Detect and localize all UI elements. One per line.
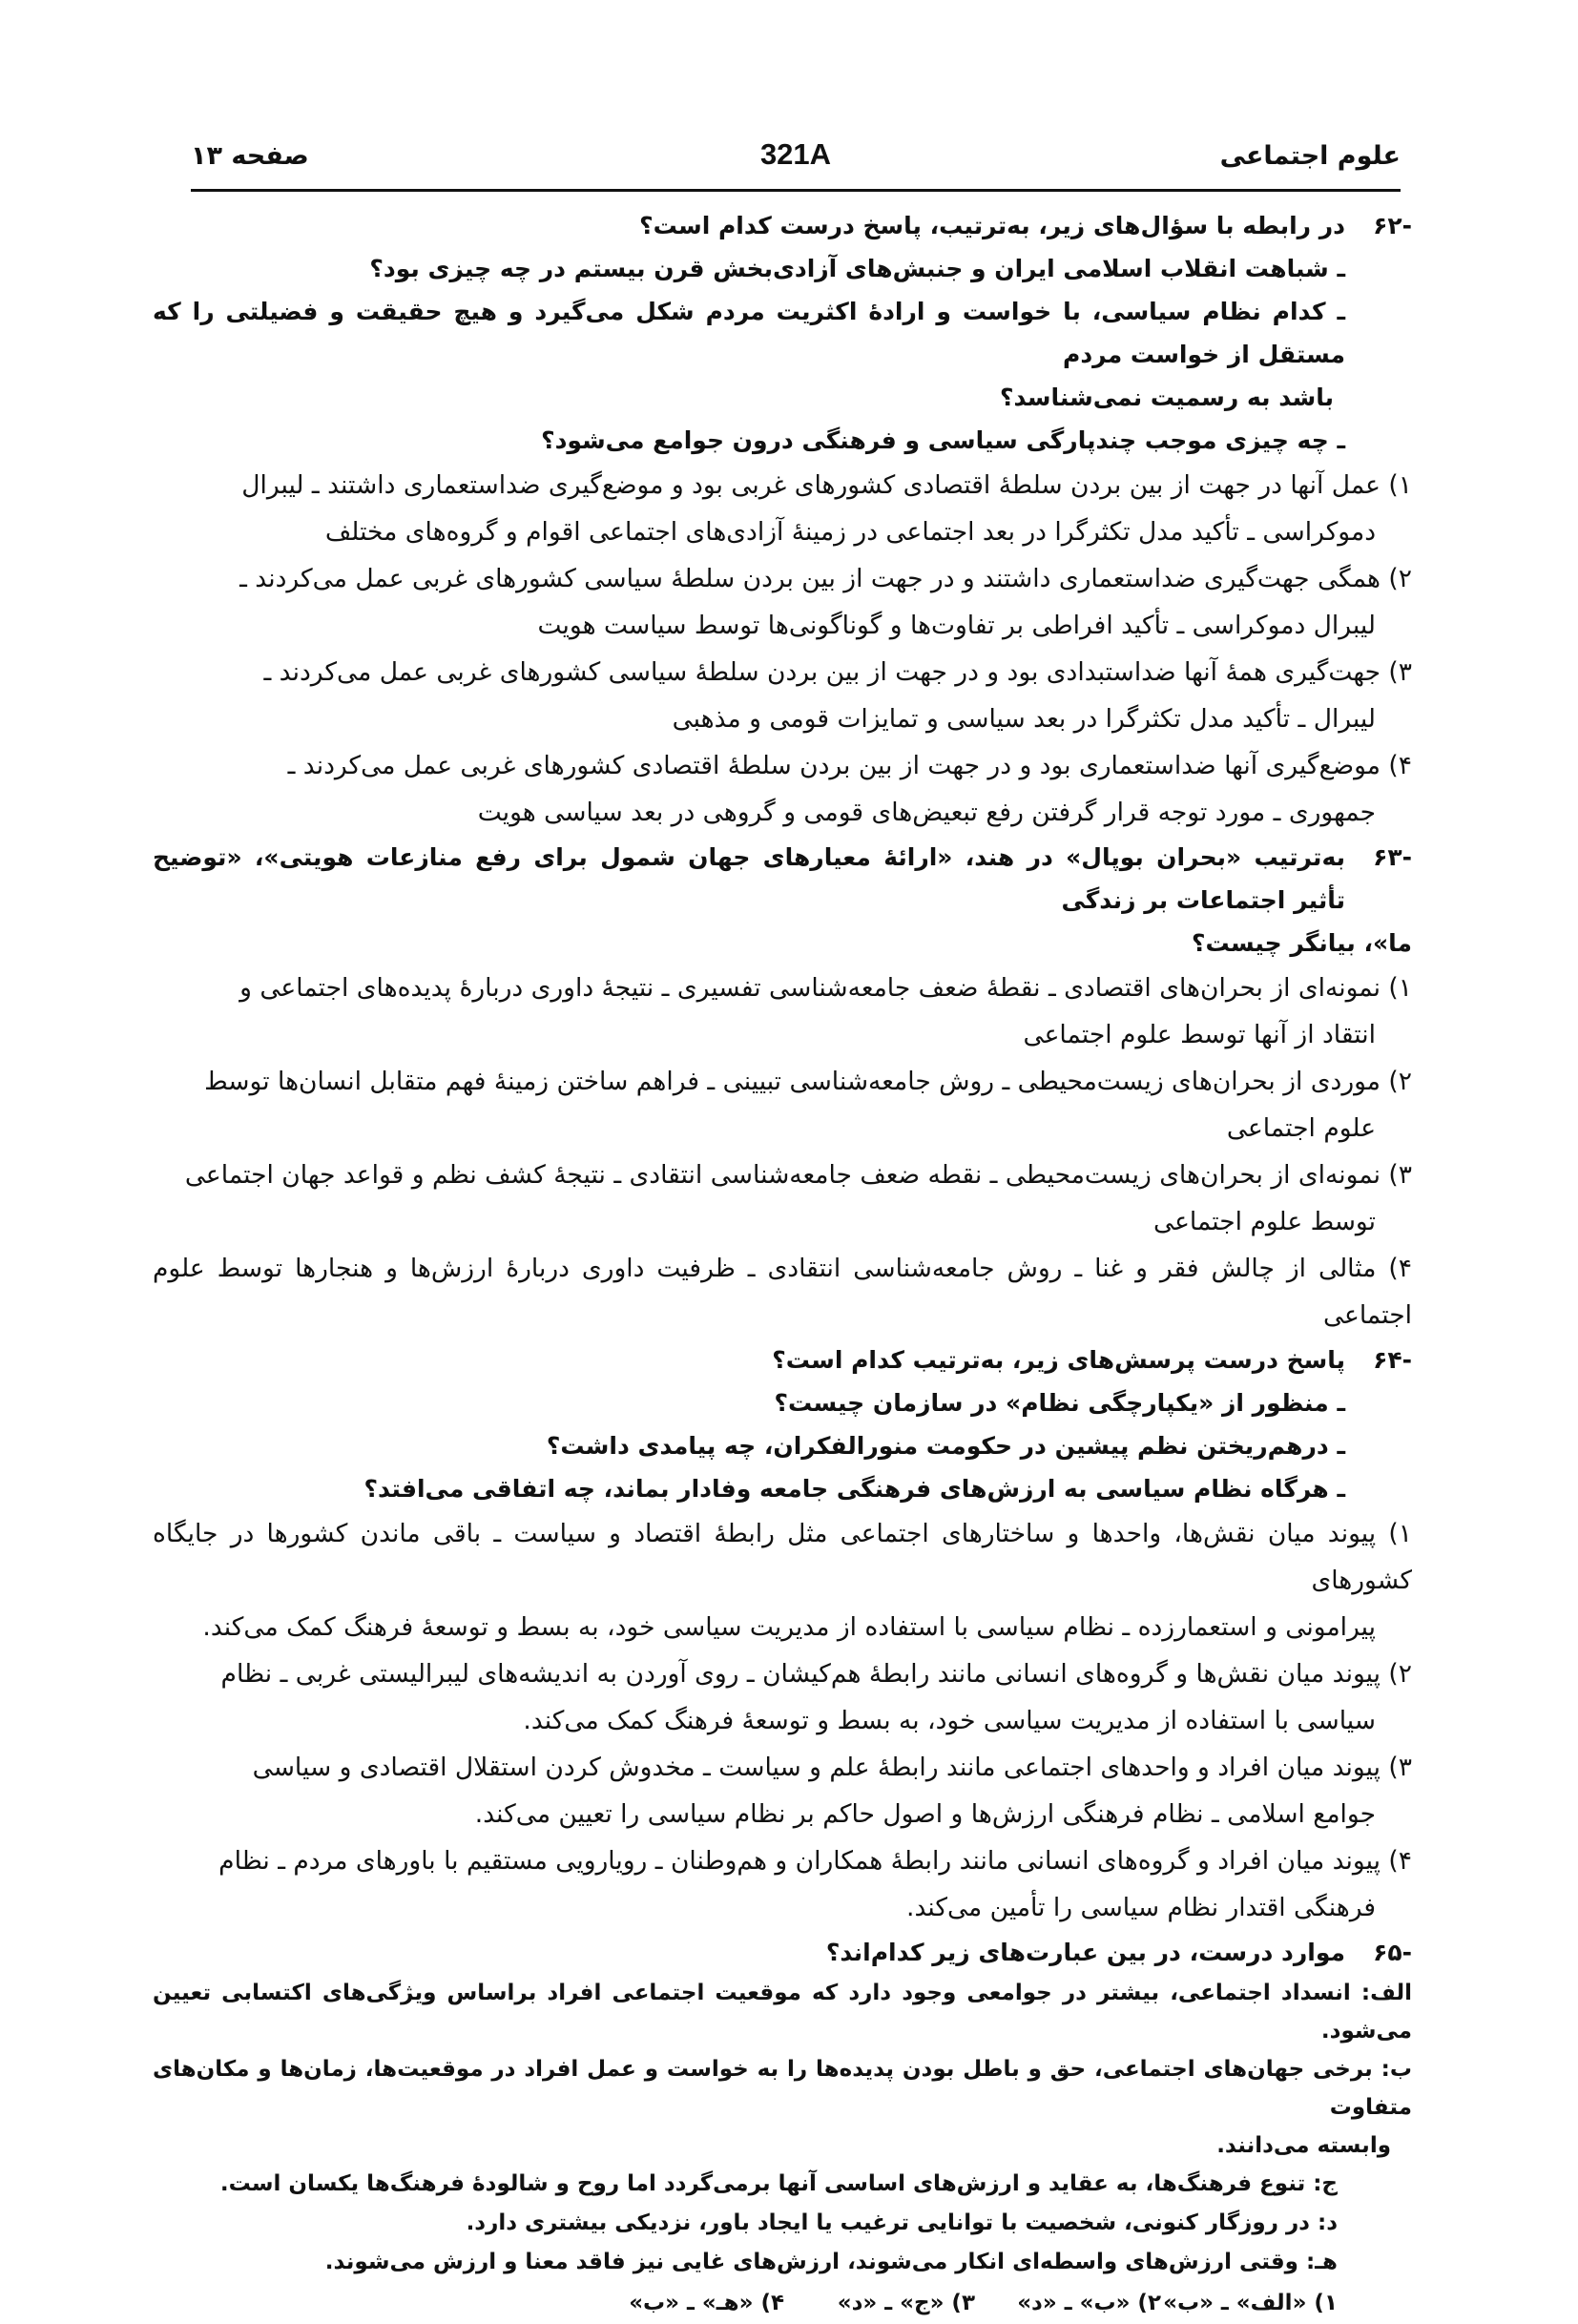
question-64 (153, 1338, 1412, 1510)
option-2-continued: سیاسی با استفاده از مدیریت سیاسی خود، به بسط و توسعهٔ فرهنگ کمک می‌کند. (523, 1706, 1376, 1735)
statement-alef: الف: انسداد اجتماعی، بیشتر در جوامعی وجود دارد که موقعیت اجتماعی افراد براساس ویژگی‌های اکتسابی تعیین می‌شود. (153, 1981, 1412, 2044)
question-number: -۶۴ (1373, 1346, 1412, 1374)
statements-65 (153, 1974, 1412, 2282)
sub-question: ـ منظور از «یکپارچگی نظام» در سازمان چیست؟ (774, 1389, 1345, 1417)
option-1-continued: انتقاد از آنها توسط علوم اجتماعی (1023, 1020, 1376, 1049)
statement-be-continued: وابسته می‌دانند. (1216, 2133, 1391, 2158)
statement-dal: د: در روزگار کنونی، شخصیت با توانایی ترغیب یا ایجاد باور، نزدیکی بیشتری دارد. (466, 2210, 1338, 2235)
subject-title: علوم اجتماعی (1219, 141, 1401, 171)
option-2[interactable]: ۲) موردی از بحران‌های زیست‌محیطی ـ روش جامعه‌شناسی تبیینی ـ فراهم ساختن زمینهٔ فهم متقابل انسان‌ها توسط (204, 1067, 1412, 1096)
sub-question: ـ شباهت انقلاب اسلامی ایران و جنبش‌های آزادی‌بخش قرن بیستم در چه چیزی بود؟ (369, 255, 1345, 282)
options-65 (153, 2282, 1412, 2324)
sub-question-continued: باشد به رسمیت نمی‌شناسد؟ (999, 384, 1334, 411)
option-3-continued: جوامع اسلامی ـ نظام فرهنگی ارزش‌ها و اصول حاکم بر نظام سیاسی را تعیین می‌کند. (474, 1799, 1376, 1829)
option-2[interactable]: ۲) «ب» ـ «د» (1017, 2291, 1161, 2315)
question-stem-continued: ما»، بیانگر چیست؟ (1191, 929, 1412, 957)
exam-code: 321A (759, 137, 832, 171)
option-4-continued: جمهوری ـ مورد توجه قرار گرفتن رفع تبعیض‌های قومی و گروهی در بعد سیاسی هویت (477, 798, 1376, 827)
question-62 (153, 204, 1412, 462)
option-1-continued: دموکراسی ـ تأکید مدل تکثرگرا در بعد اجتماعی در زمینهٔ آزادی‌های اجتماعی اقوام و گروه‌های مختلف (324, 517, 1376, 547)
statement-he: هـ: وقتی ارزش‌های واسطه‌ای انکار می‌شوند، ارزش‌های غایی نیز فاقد معنا و ارزش می‌شوند. (324, 2250, 1338, 2274)
option-4[interactable]: ۴) «هـ» ـ «ب» (629, 2291, 784, 2315)
question-number: -۶۲ (1373, 212, 1412, 239)
question-number: -۶۳ (1373, 843, 1412, 871)
option-2[interactable]: ۲) پیوند میان نقش‌ها و گروه‌های انسانی مانند رابطهٔ هم‌کیشان ـ روی آوردن به اندیشه‌های لیبرالیستی غربی ـ نظام (220, 1659, 1412, 1689)
questions-area (153, 204, 1412, 2324)
sub-question: ـ چه چیزی موجب چندپارگی سیاسی و فرهنگی درون جوامع می‌شود؟ (541, 426, 1345, 454)
options-64 (153, 1510, 1412, 1931)
sub-question: ـ درهم‌ریختن نظم پیشین در حکومت منورالفکران، چه پیامدی داشت؟ (546, 1432, 1345, 1460)
option-2-continued: لیبرال دموکراسی ـ تأکید افراطی بر تفاوت‌ها و گوناگونی‌ها توسط سیاست هویت (537, 611, 1376, 640)
option-4[interactable]: ۴) پیوند میان افراد و گروه‌های انسانی مانند رابطهٔ همکاران و هم‌وطنان ـ رویارویی مستقیم با باورهای مردم ـ نظام (218, 1846, 1412, 1876)
option-3[interactable]: ۳) «ج» ـ «د» (837, 2291, 975, 2315)
statement-be: ب: برخی جهان‌های اجتماعی، حق و باطل بودن پدیده‌ها را به خواست و عمل افراد در موقعیت‌ها، زمان‌ها و مکان‌های متفاوت (153, 2057, 1412, 2120)
option-3-continued: لیبرال ـ تأکید مدل تکثرگرا در بعد سیاسی و تمایزات قومی و مذهبی (672, 704, 1376, 734)
option-2[interactable]: ۲) همگی جهت‌گیری ضداستعماری داشتند و در جهت از بین بردن سلطهٔ سیاسی کشورهای غربی عمل می‌کردند ـ (239, 564, 1412, 593)
option-1[interactable]: ۱) نمونه‌ای از بحران‌های اقتصادی ـ نقطهٔ ضعف جامعه‌شناسی تفسیری ـ نتیجهٔ داوری دربارهٔ پدیده‌های اجتماعی و (239, 973, 1412, 1003)
header-divider (191, 189, 1401, 192)
sub-question: ـ هرگاه نظام سیاسی به ارزش‌های فرهنگی جامعه وفادار بماند، چه اتفاقی می‌افتد؟ (363, 1475, 1345, 1503)
option-1-continued: پیرامونی و استعمارزده ـ نظام سیاسی با استفاده از مدیریت سیاسی خود، به بسط و توسعهٔ فرهنگ کمک می‌کند. (202, 1612, 1376, 1642)
question-stem: پاسخ درست پرسش‌های زیر، به‌ترتیب کدام است؟ (772, 1346, 1345, 1374)
option-4[interactable]: ۴) موضع‌گیری آنها ضداستعماری بود و در جهت از بین بردن سلطهٔ اقتصادی کشورهای غربی عمل می‌کردند ـ (287, 751, 1412, 780)
option-3[interactable]: ۳) نمونه‌ای از بحران‌های زیست‌محیطی ـ نقطه ضعف جامعه‌شناسی انتقادی ـ نتیجهٔ کشف نظم و قواعد جهان اجتماعی (184, 1160, 1412, 1190)
option-3[interactable]: ۳) پیوند میان افراد و واحدهای اجتماعی مانند رابطهٔ علم و سیاست ـ مخدوش کردن استقلال اقتصادی و سیاسی (252, 1753, 1412, 1782)
page-number: صفحه ۱۳ (191, 141, 309, 171)
sub-question: ـ کدام نظام سیاسی، با خواست و ارادهٔ اکثریت مردم شکل می‌گیرد و هیچ حقیقت و فضیلتی را که مستقل از خواست مردم (153, 298, 1345, 368)
question-65 (153, 1931, 1412, 1974)
option-3-continued: توسط علوم اجتماعی (1153, 1207, 1376, 1236)
option-3[interactable]: ۳) جهت‌گیری همهٔ آنها ضداستبدادی بود و در جهت از بین بردن سلطهٔ سیاسی کشورهای غربی عمل می‌کردند ـ (263, 657, 1412, 687)
options-63 (153, 965, 1412, 1338)
options-62 (153, 462, 1412, 836)
question-stem: به‌ترتیب «بحران بوپال» در هند، «ارائهٔ معیارهای جهان شمول برای رفع منازعات هویتی»، «توضیح تأثیر اجتماعات بر زندگی (153, 843, 1345, 914)
option-1[interactable]: ۱) پیوند میان نقش‌ها، واحدها و ساختارهای اجتماعی مثل رابطهٔ اقتصاد و سیاست ـ باقی ماندن کشورها در جایگاه کشورهای (153, 1519, 1412, 1595)
question-stem: در رابطه با سؤال‌های زیر، به‌ترتیب، پاسخ درست کدام است؟ (639, 212, 1345, 239)
option-4-continued: فرهنگی اقتدار نظام سیاسی را تأمین می‌کند. (906, 1893, 1376, 1922)
option-1[interactable]: ۱) عمل آنها در جهت از بین بردن سلطهٔ اقتصادی کشورهای غربی بود و موضع‌گیری ضداستعماری داشتند ـ لیبرال (241, 470, 1412, 500)
question-63 (153, 836, 1412, 922)
question-number: -۶۵ (1373, 1939, 1412, 1966)
option-4[interactable]: ۴) مثالی از چالش فقر و غنا ـ روش جامعه‌شناسی انتقادی ـ ظرفیت داوری دربارهٔ ارزش‌ها و هنجارها توسط علوم اجتماعی (153, 1254, 1412, 1330)
option-1[interactable]: ۱) «الف» ـ «ب» (1163, 2291, 1338, 2315)
question-stem: موارد درست، در بین عبارت‌های زیر کدام‌اند؟ (825, 1939, 1345, 1966)
page-header (191, 137, 1401, 183)
option-2-continued: علوم اجتماعی (1226, 1113, 1376, 1143)
statement-jim: ج: تنوع فرهنگ‌ها، به عقاید و ارزش‌های اساسی آنها برمی‌گردد اما روح و شالودهٔ فرهنگ‌ها یکسان است. (219, 2171, 1338, 2196)
